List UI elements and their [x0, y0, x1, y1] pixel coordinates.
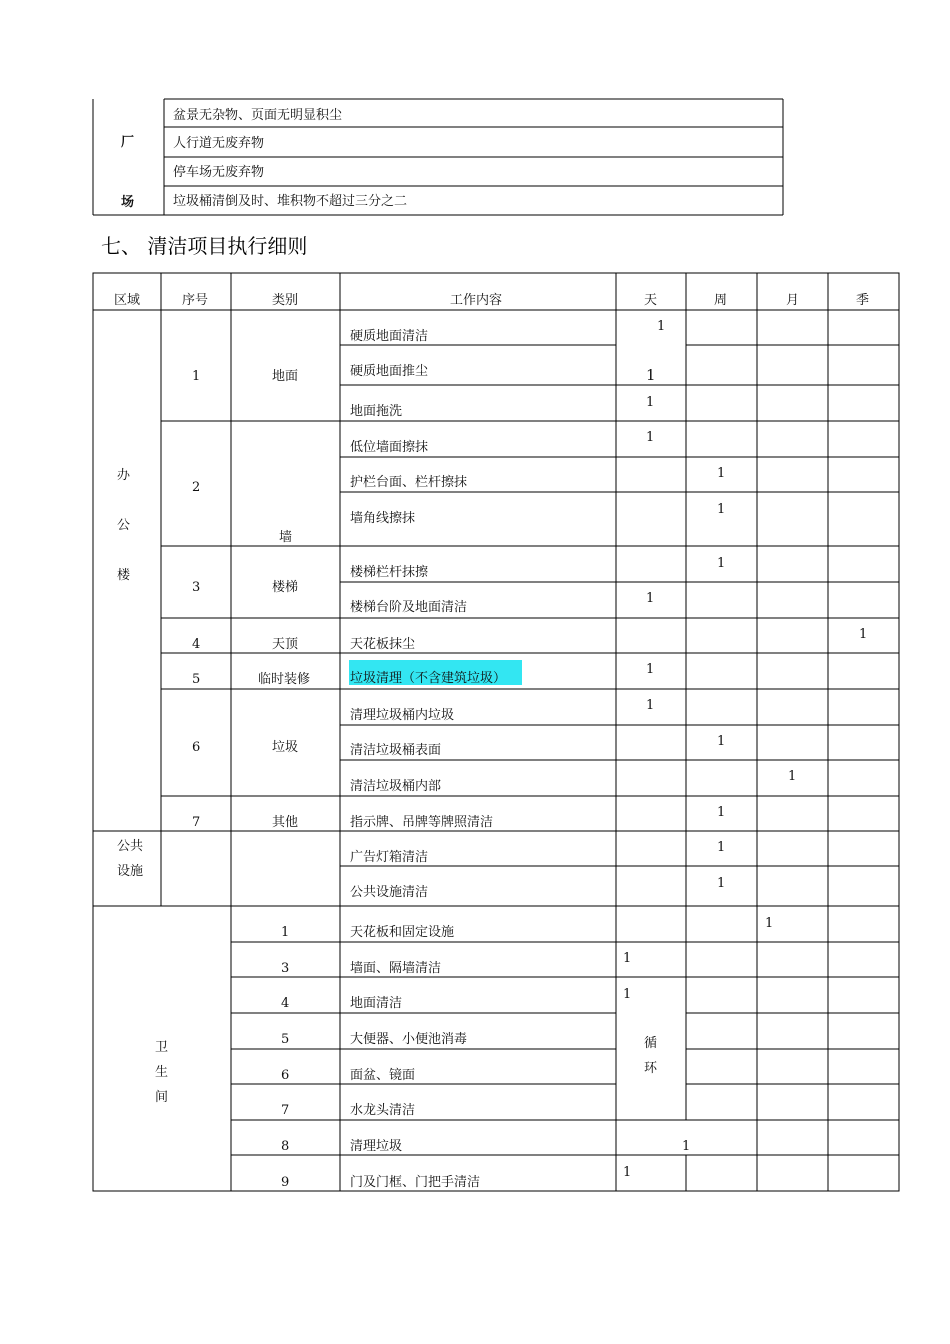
toilet-task-4: 大便器、小便池消毒 [350, 1032, 468, 1047]
toilet-task-8: 门及门框、门把手清洁 [350, 1175, 481, 1190]
freq-mark: 1 [788, 769, 797, 784]
toilet-no-4: 5 [281, 1032, 290, 1047]
toilet-task-5: 面盆、镜面 [350, 1068, 416, 1083]
office-task-6: 墙角线擦抹 [350, 511, 416, 526]
toilet-no-6: 7 [281, 1103, 290, 1118]
freq-mark: 1 [717, 556, 726, 571]
freq-mark: 1 [859, 627, 868, 642]
freq-mark: 1 [623, 951, 632, 966]
office-no-1: 1 [192, 369, 201, 384]
freq-mark: 1 [765, 916, 774, 931]
freq-mark: 1 [682, 1139, 691, 1154]
header-no: 序号 [182, 293, 209, 308]
toilet-no-2: 3 [281, 961, 290, 976]
freq-mark: 1 [717, 734, 726, 749]
toilet-area-char-1: 卫 [155, 1040, 169, 1055]
toilet-area-char-2: 生 [155, 1065, 169, 1080]
header-content: 工作内容 [450, 293, 503, 308]
office-task-13: 清洁垃圾桶内部 [350, 779, 442, 794]
office-category-7: 其他 [272, 815, 299, 830]
office-category-6: 垃圾 [272, 740, 299, 755]
office-no-3: 3 [192, 580, 201, 595]
office-task-3: 地面拖洗 [350, 404, 403, 419]
office-task-4: 低位墙面擦抹 [350, 440, 429, 455]
office-no-6: 6 [192, 740, 201, 755]
office-task-12: 清洁垃圾桶表面 [350, 743, 442, 758]
top-row-2: 人行道无废弃物 [173, 136, 265, 151]
toilet-no-5: 6 [281, 1068, 290, 1083]
public-task-2: 公共设施清洁 [350, 885, 429, 900]
header-quarter: 季 [856, 293, 870, 308]
public-task-1: 广告灯箱清洁 [350, 850, 429, 865]
office-category-2: 墙 [279, 530, 293, 545]
office-task-11: 清理垃圾桶内垃圾 [350, 708, 455, 723]
freq-mark: 1 [717, 805, 726, 820]
toilet-task-2: 墙面、隔墙清洁 [350, 961, 442, 976]
toilet-task-6: 水龙头清洁 [350, 1103, 416, 1118]
office-no-4: 4 [192, 637, 201, 652]
freq-mark: 1 [623, 1165, 632, 1180]
freq-mark: 1 [717, 840, 726, 855]
office-no-7: 7 [192, 815, 201, 830]
toilet-task-1: 天花板和固定设施 [350, 925, 455, 940]
freq-mark: 1 [646, 430, 655, 445]
header-category: 类别 [272, 293, 299, 308]
top-area-char-2: 场 [121, 195, 135, 210]
office-category-1: 地面 [272, 369, 299, 384]
freq-mark: 1 [646, 591, 655, 606]
section-title: 七、 清洁项目执行细则 [101, 234, 308, 258]
office-area-char-3: 楼 [117, 568, 131, 583]
toilet-no-8: 9 [281, 1175, 290, 1190]
office-area-char-2: 公 [117, 518, 131, 533]
office-task-10: 垃圾清理（不含建筑垃圾） [350, 671, 507, 686]
freq-mark: 1 [646, 698, 655, 713]
freq-mark: 1 [646, 366, 656, 384]
office-category-3: 楼梯 [272, 580, 299, 595]
office-task-7: 楼梯栏杆抹擦 [350, 565, 429, 580]
freq-mark: 1 [717, 502, 726, 517]
office-task-2: 硬质地面推尘 [350, 364, 429, 379]
office-category-5: 临时装修 [258, 672, 311, 687]
toilet-task-3: 地面清洁 [350, 996, 403, 1011]
office-task-1: 硬质地面清洁 [350, 329, 429, 344]
freq-mark: 1 [717, 466, 726, 481]
cycle-char-1: 循 [644, 1036, 658, 1051]
top-row-3: 停车场无废弃物 [173, 165, 265, 180]
toilet-area-char-3: 间 [155, 1090, 169, 1105]
office-task-5: 护栏台面、栏杆擦抹 [350, 475, 468, 490]
freq-mark: 1 [717, 876, 726, 891]
office-task-9: 天花板抹尘 [350, 637, 416, 652]
header-area: 区域 [114, 293, 141, 308]
cycle-char-2: 环 [644, 1061, 658, 1076]
office-category-4: 天顶 [272, 637, 299, 652]
office-area-char-1: 办 [117, 468, 131, 483]
office-task-14: 指示牌、吊牌等牌照清洁 [350, 815, 494, 830]
freq-mark: 1 [623, 987, 632, 1002]
header-month: 月 [786, 293, 800, 308]
toilet-no-7: 8 [281, 1139, 290, 1154]
freq-mark: 1 [657, 319, 666, 334]
public-area-line-1: 公共 [117, 839, 144, 854]
top-row-4: 垃圾桶清倒及时、堆积物不超过三分之二 [173, 194, 408, 209]
freq-mark: 1 [646, 662, 655, 677]
toilet-no-1: 1 [281, 925, 290, 940]
toilet-task-7: 清理垃圾 [350, 1139, 403, 1154]
header-day: 天 [644, 293, 658, 308]
office-no-2: 2 [192, 480, 201, 495]
top-row-1: 盆景无杂物、页面无明显积尘 [173, 108, 343, 123]
public-area-line-2: 设施 [117, 864, 144, 879]
freq-mark: 1 [646, 395, 655, 410]
office-task-8: 楼梯台阶及地面清洁 [350, 600, 468, 615]
office-no-5: 5 [192, 672, 201, 687]
top-area-char-1: 厂 [121, 135, 135, 150]
header-week: 周 [714, 293, 728, 308]
toilet-no-3: 4 [281, 996, 290, 1011]
